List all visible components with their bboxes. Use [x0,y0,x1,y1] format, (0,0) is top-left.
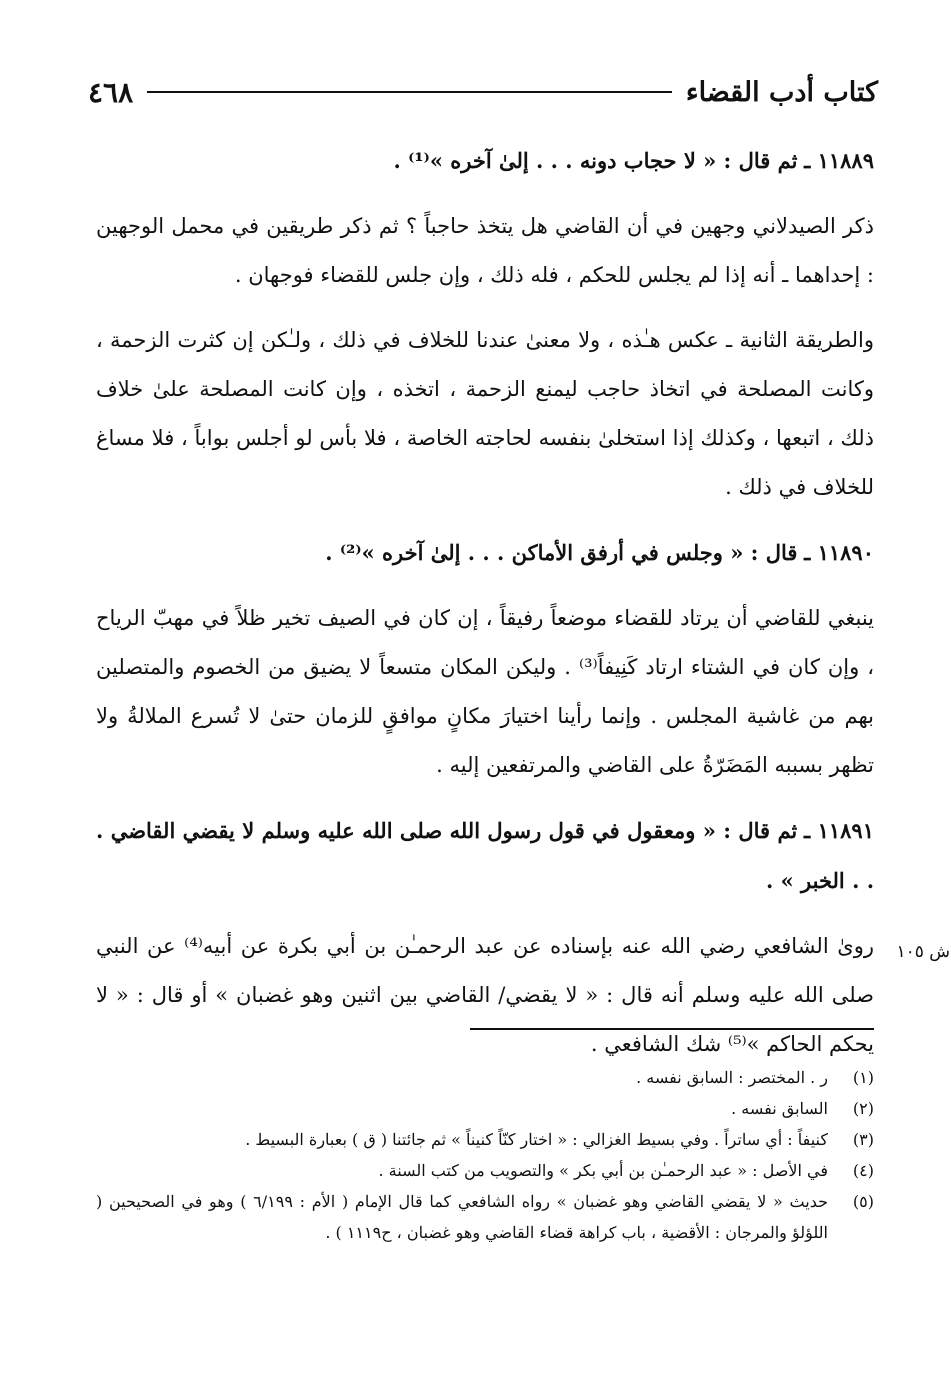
footnote-number: (٤) [852,1161,874,1180]
paragraph-text: قال : « وجلس في أرفق الأماكن . . . إلىٰ آخره »⁽²⁾ . [325,540,798,565]
header-rule [147,91,672,93]
footnote-text: في الأصل : « عبد الرحمـٰن بن أبي بكر » والتصويب من كتب السنة . [378,1161,828,1180]
paragraph [96,922,874,1069]
footnote-separator [470,1028,874,1030]
paragraph [96,136,874,186]
paragraph [96,202,874,300]
paragraph-text: روىٰ الشافعي رضي الله عنه بإسناده عن عبد الرحمـٰن بن أبي بكرة عن أبيه⁽⁴⁾ عن النبي صلى الله عليه وسلم أنه قال : « لا يقضي/ القاضي بين اثنين وهو غضبان » أو قال : « لا يحكم الحاكم »⁽⁵⁾ شك الشافعي . [96,934,874,1056]
footnote [96,1062,874,1093]
footnote-number: (٢) [852,1099,874,1118]
item-number: ١١٨٨٩ ـ [804,148,874,173]
footnote [96,1124,874,1155]
footnote-number: (٣) [852,1130,874,1149]
paragraph-text: ينبغي للقاضي أن يرتاد للقضاء موضعاً رفيقاً ، إن كان في الصيف تخير ظلاً في مهبّ الرياح ، وإن كان في الشتاء ارتاد كَنِيفاً⁽³⁾ . وليكن المكان متسعاً لا يضيق من الخصوم والمتصلين بهم من غاشية المجلس . وإنما رأينا اختيارَ مكانٍ موافقٍ للزمان حتىٰ لا تُسرع الملالةُ ولا تظهر بسببه المَضَرّةُ على القاضي والمرتفعين إليه . [96,606,874,777]
margin-folio-note: ش ١٠٥ [896,942,950,962]
footnotes [96,1062,874,1248]
footnote-number: (١) [852,1068,874,1087]
paragraph-text: ثم قال : « لا حجاب دونه . . . إلىٰ آخره »⁽¹⁾ . [393,148,798,173]
item-number: ١١٨٩٠ ـ [804,540,874,565]
item-number: ١١٨٩١ ـ [804,818,874,843]
footnote [96,1186,874,1248]
paragraph [96,594,874,790]
paragraph-text: ثم قال : « ومعقول في قول رسول الله صلى الله عليه وسلم لا يقضي القاضي . . . الخبر » . [96,818,874,893]
paragraph [96,316,874,512]
footnote [96,1155,874,1186]
paragraph-text: ذكر الصيدلاني وجهين في أن القاضي هل يتخذ حاجباً ؟ ثم ذكر طريقين في محمل الوجهين : إحداهما ـ أنه إذا لم يجلس للحكم ، فله ذلك ، وإن جلس للقضاء فوجهان . [96,214,874,287]
footnote-text: السابق نفسه . [731,1099,828,1118]
paragraph [96,528,874,578]
main-text [96,136,874,1085]
footnote-text: حديث « لا يقضي القاضي وهو غضبان » رواه الشافعي كما قال الإمام ( الأم : ٦/١٩٩ ) وهو في الصحيحين ( اللؤلؤ والمرجان : الأقضية ، باب كراهة قضاء القاضي وهو غضبان ، ح١١١٩ ) . [96,1192,829,1242]
paragraph [96,806,874,906]
footnote-number: (٥) [852,1192,874,1211]
footnote-text: كنيفاً : أي ساتراً . وفي بسيط الغزالي : « اختار كنّاً كنيناً » ثم جائتنا ( ق ) بعبارة البسيط . [245,1130,828,1149]
footnote-text: ر . المختصر : السابق نفسه . [636,1068,828,1087]
book-title: كتاب أدب القضاء [685,76,878,108]
running-header [88,70,878,114]
footnote [96,1093,874,1124]
paragraph-text: والطريقة الثانية ـ عكس هـٰذه ، ولا معنىٰ عندنا للخلاف في ذلك ، ولـٰكن إن كثرت الزحمة ، وكانت المصلحة في اتخاذ حاجب ليمنع الزحمة ، اتخذه ، وإن كانت المصلحة علىٰ خلاف ذلك ، اتبعها ، وكذلك إذا استخلىٰ بنفسه لحاجته الخاصة ، فلا بأس لو أجلس بواباً ، فلا مساغ للخلاف في ذلك . [96,328,874,499]
page-number: ٤٦٨ [88,75,134,109]
